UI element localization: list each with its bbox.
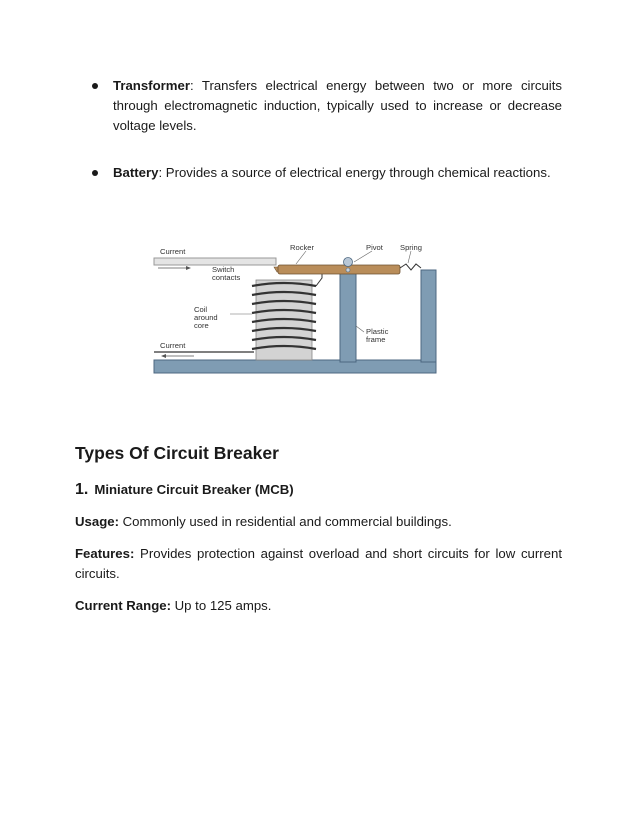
pivot-icon	[344, 258, 353, 267]
label-current-bottom: Current	[160, 341, 186, 350]
features-paragraph	[75, 544, 562, 584]
bullet-term: Battery	[113, 165, 159, 180]
item-number: 1.	[75, 481, 89, 498]
section-title: Types Of Circuit Breaker	[75, 443, 279, 463]
item-heading	[75, 481, 294, 499]
bullet-dot-icon	[92, 170, 98, 176]
label-pivot: Pivot	[366, 243, 383, 252]
usage-paragraph	[75, 512, 562, 532]
label-plastic: Plastic	[366, 327, 389, 336]
frame-base	[154, 360, 436, 373]
bullet-battery	[92, 163, 562, 183]
bullet-text: : Transfers electrical energy between two or more circuits through electromagnetic induction, typically used to increase or decrease voltage levels.	[113, 78, 562, 133]
item-title: Miniature Circuit Breaker (MCB)	[94, 482, 294, 497]
range-label: Current Range:	[75, 598, 171, 613]
label-coil: Coil	[194, 305, 208, 314]
label-switch: Switch	[212, 265, 235, 274]
label-core: core	[194, 321, 209, 330]
frame-center-post	[340, 272, 356, 362]
arrow-left-head	[161, 354, 166, 358]
label-contacts: contacts	[212, 273, 241, 282]
frame-right-post	[421, 270, 436, 362]
usage-label: Usage:	[75, 514, 119, 529]
pivot-pin	[346, 268, 350, 272]
label-around: around	[194, 313, 218, 322]
bullet-transformer	[92, 76, 562, 136]
arrow-right-head	[186, 266, 191, 270]
features-label: Features:	[75, 546, 135, 561]
range-text: Up to 125 amps.	[170, 598, 272, 613]
bullet-dot-icon	[92, 83, 98, 89]
label-rocker: Rocker	[290, 243, 315, 252]
current-bar-top	[154, 258, 276, 265]
label-spring: Spring	[400, 243, 422, 252]
features-text: Provides protection against overload and short circuits for low current circuits.	[75, 546, 562, 581]
label-frame: frame	[366, 335, 386, 344]
range-paragraph	[75, 596, 562, 616]
spring-icon	[400, 264, 421, 270]
usage-text: Commonly used in residential and commercial buildings.	[118, 514, 452, 529]
bullet-text: : Provides a source of electrical energy through chemical reactions.	[158, 165, 551, 180]
rocker-bar	[278, 265, 400, 274]
component-bullet-list	[92, 76, 562, 183]
circuit-breaker-diagram	[146, 234, 446, 382]
bullet-term: Transformer	[113, 78, 190, 93]
label-current-top: Current	[160, 247, 186, 256]
